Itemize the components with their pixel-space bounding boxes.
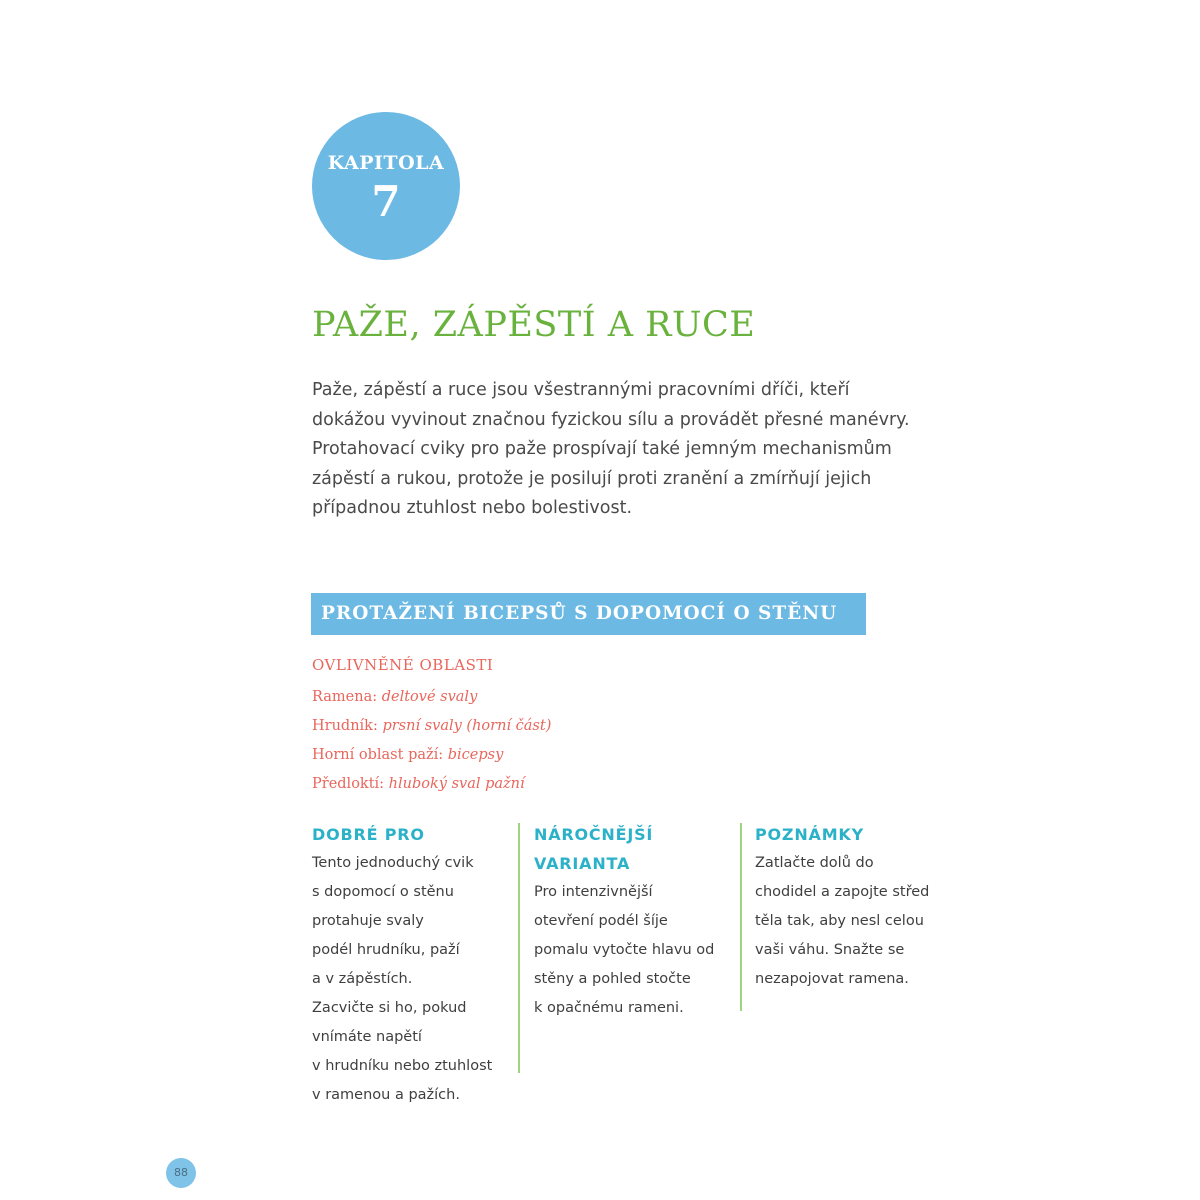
affected-area-item: [312, 683, 551, 712]
harder-variant-column: [534, 820, 739, 1023]
affected-areas: [312, 655, 551, 799]
area-region: Ramena:: [312, 689, 382, 705]
harder-variant-line: otevření podél šíje: [534, 913, 668, 929]
harder-variant-line: Pro intenzivnější: [534, 884, 653, 900]
good-for-line: protahuje svaly: [312, 913, 424, 929]
area-region: Horní oblast paží:: [312, 747, 448, 763]
good-for-line: Zacvičte si ho, pokud: [312, 1000, 467, 1016]
area-muscle: deltové svaly: [381, 689, 478, 705]
notes-heading: POZNÁMKY: [755, 825, 865, 844]
notes-line: těla tak, aby nesl celou: [755, 913, 924, 929]
notes-line: vaši váhu. Snažte se: [755, 942, 905, 958]
intro-line: případnou ztuhlost nebo bolestivost.: [312, 498, 633, 518]
area-region: Hrudník:: [312, 718, 383, 734]
harder-variant-heading: NÁROČNĚJŠÍ: [534, 825, 654, 844]
affected-area-item: [312, 712, 551, 741]
affected-areas-heading: OVLIVNĚNÉ OBLASTI: [312, 656, 494, 674]
chapter-label: KAPITOLA: [327, 152, 445, 174]
intro-paragraph: [312, 376, 972, 524]
good-for-line: podél hrudníku, paží: [312, 942, 460, 958]
area-region: Předloktí:: [312, 776, 389, 792]
notes-line: nezapojovat ramena.: [755, 971, 909, 987]
intro-line: dokážou vyvinout značnou fyzickou sílu a provádět přesné manévry.: [312, 409, 910, 430]
harder-variant-line: stěny a pohled stočte: [534, 971, 691, 987]
good-for-line: v hrudníku nebo ztuhlost: [312, 1058, 493, 1074]
good-for-column: [312, 820, 512, 1110]
area-muscle: hluboký sval pažní: [388, 776, 525, 792]
intro-line: Protahovací cviky pro paže prospívají také jemným mechanismům: [312, 439, 892, 459]
chapter-number: 7: [371, 177, 401, 226]
column-divider: [518, 823, 520, 1073]
notes-column: [755, 820, 960, 994]
area-muscle: prsní svaly (horní část): [382, 718, 552, 734]
page-number: 88: [166, 1158, 196, 1188]
affected-area-item: [312, 741, 551, 770]
good-for-line: v ramenou a pažích.: [312, 1087, 460, 1103]
chapter-title: PAŽE, ZÁPĚSTÍ A RUCE: [312, 305, 756, 345]
notes-line: chodidel a zapojte střed: [755, 884, 930, 900]
affected-area-item: [312, 770, 551, 799]
good-for-line: s dopomocí o stěnu: [312, 884, 454, 900]
good-for-heading: DOBRÉ PRO: [312, 825, 425, 844]
column-divider: [740, 823, 742, 1011]
area-muscle: bicepsy: [447, 747, 504, 763]
harder-variant-line: k opačnému rameni.: [534, 1000, 684, 1016]
intro-line: Paže, zápěstí a ruce jsou všestrannými pracovními dříči, kteří: [312, 380, 850, 400]
chapter-badge: [312, 112, 460, 260]
notes-line: Zatlačte dolů do: [755, 855, 874, 871]
good-for-line: vnímáte napětí: [312, 1029, 422, 1045]
good-for-line: Tento jednoduchý cvik: [312, 855, 474, 871]
good-for-line: a v zápěstích.: [312, 971, 413, 987]
harder-variant-line: pomalu vytočte hlavu od: [534, 942, 715, 958]
harder-variant-heading: VARIANTA: [534, 854, 631, 873]
intro-line: zápěstí a rukou, protože je posilují proti zranění a zmírňují jejich: [312, 468, 872, 489]
exercise-title-banner: PROTAŽENÍ BICEPSŮ S DOPOMOCÍ O STĚNU: [311, 593, 866, 635]
